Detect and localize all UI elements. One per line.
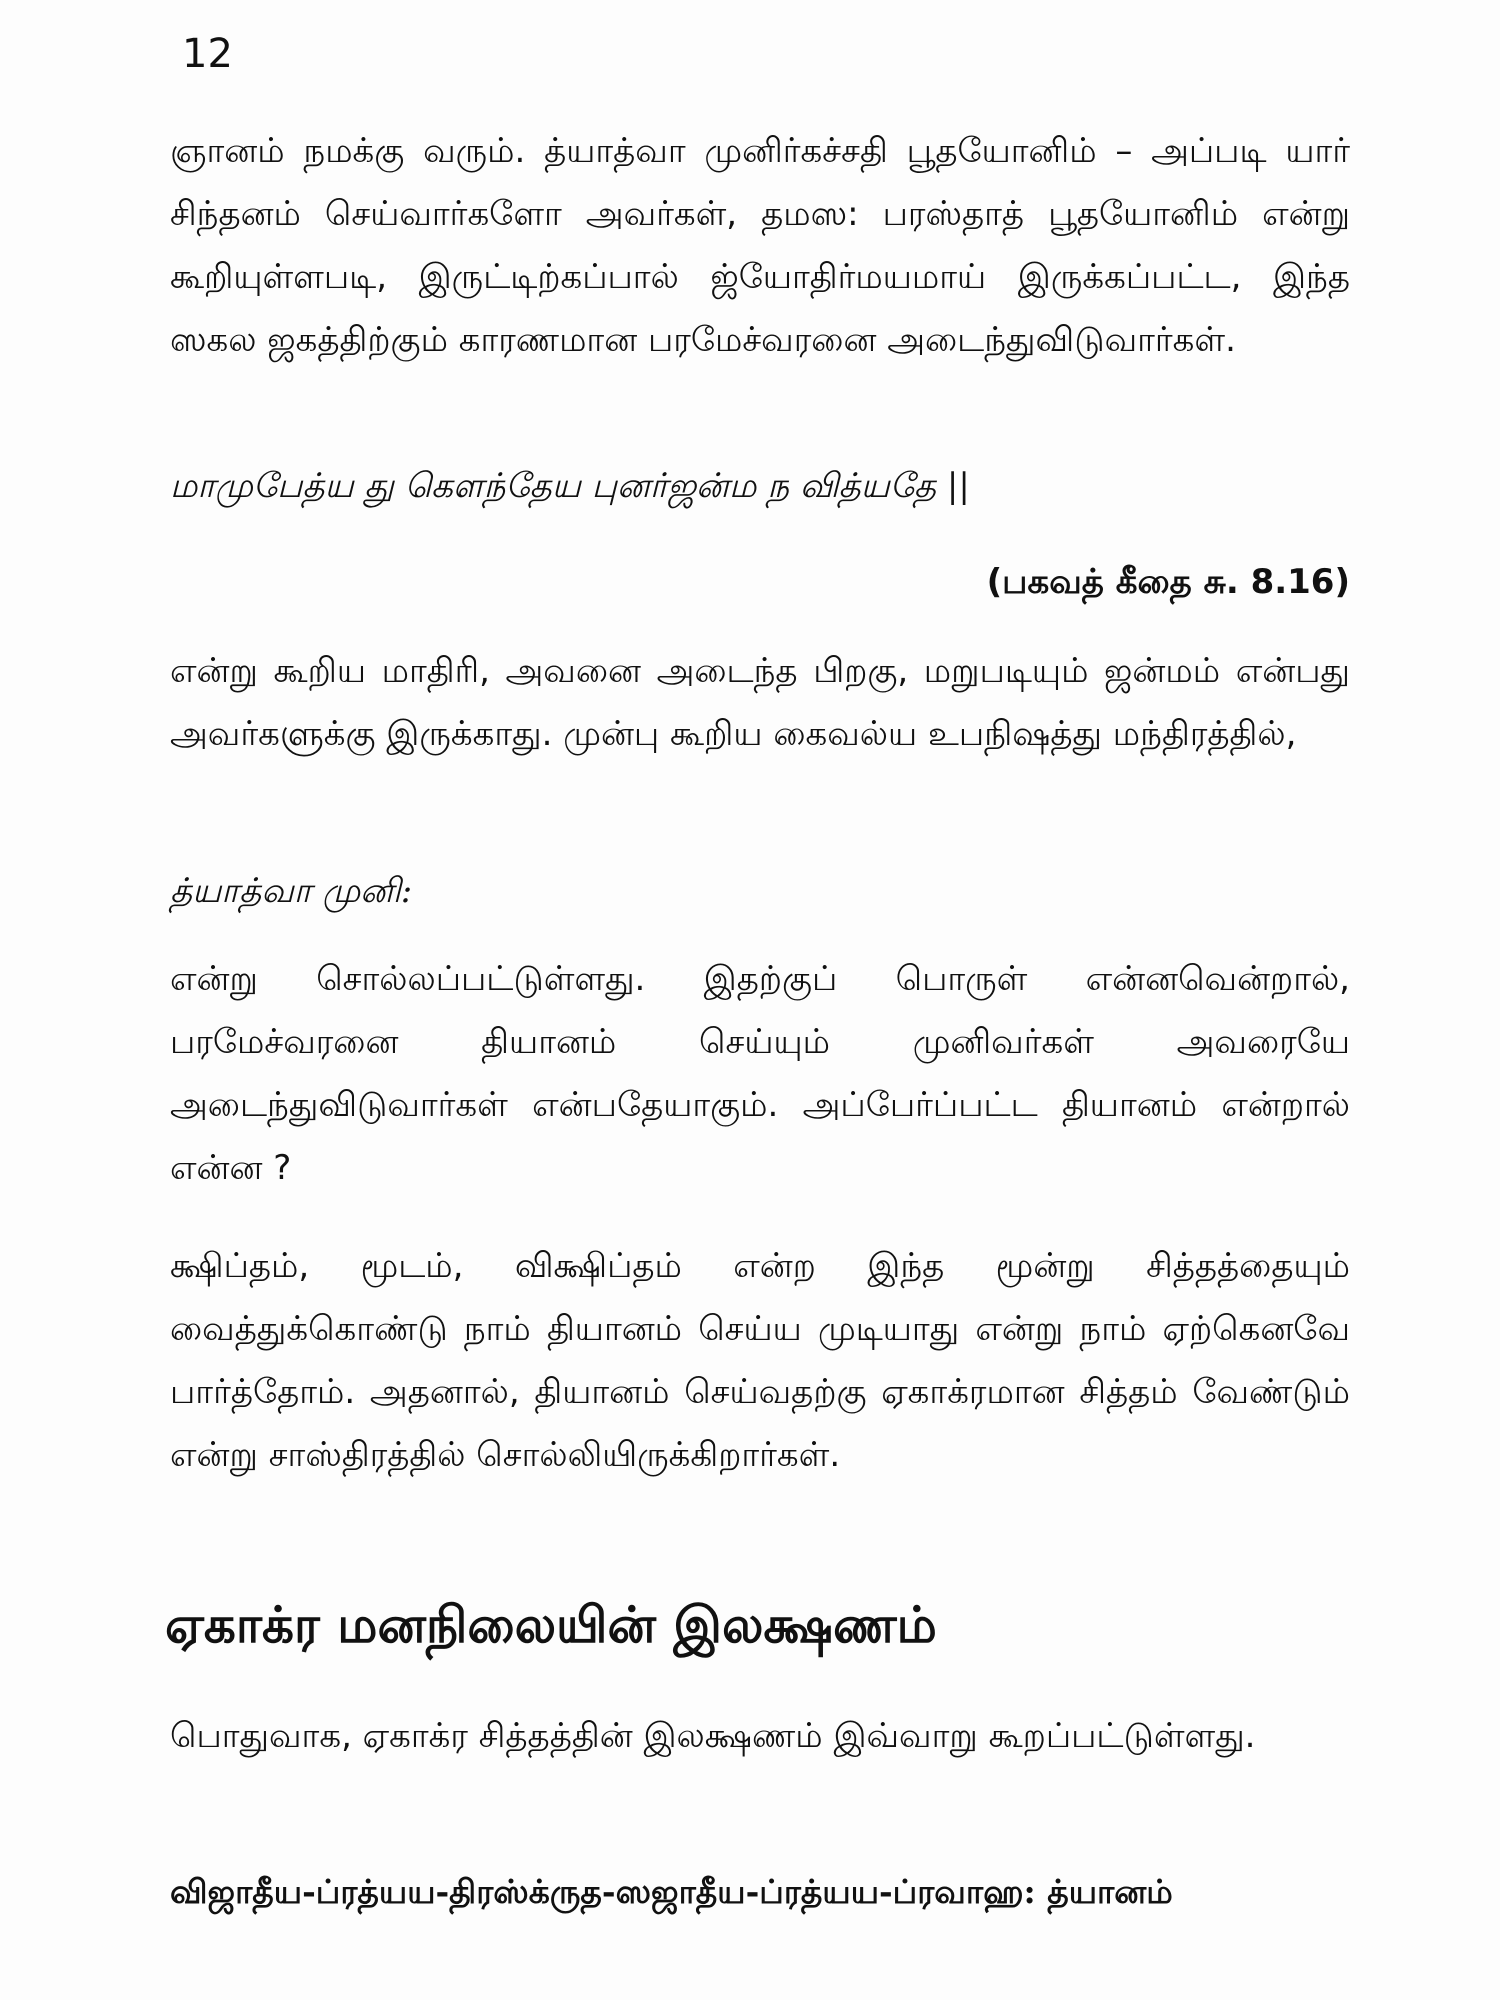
citation-gita: (பகவத் கீதை சு. 8.16): [986, 562, 1350, 602]
verse-gita: மாமுபேத்ய து கௌந்தேய புனர்ஜன்ம ந வித்யதே ||: [170, 466, 970, 506]
verse-definition: விஜாதீய-ப்ரத்யய-திரஸ்க்ருத-ஸஜாதீய-ப்ரத்யய-ப்ரவாஹ: த்யானம்: [170, 1872, 1173, 1911]
paragraph-4: க்ஷிப்தம், மூடம், விக்ஷிப்தம் என்ற இந்த மூன்று சித்தத்தையும் வைத்துக்கொண்டு நாம் தியானம் செய்ய முடியாது என்று நாம் ஏற்கெனவே பார்த்தோம். அதனால், தியானம் செய்வதற்கு ஏகாக்ரமான சித்தம் வேண்டும் என்று சாஸ்திரத்தில் சொல்லியிருக்கிறார்கள்.: [170, 1246, 1350, 1475]
section-heading: ஏகாக்ர மனநிலையின் இலக்ஷணம்: [165, 1596, 937, 1654]
paragraph-5: பொதுவாக, ஏகாக்ர சித்தத்தின் இலக்ஷணம் இவ்வாறு கூறப்பட்டுள்ளது.: [170, 1716, 1256, 1756]
paragraph-3: என்று சொல்லப்பட்டுள்ளது. இதற்குப் பொருள் என்னவென்றால், பரமேச்வரனை தியானம் செய்யும் முனிவர்கள் அவரையே அடைந்துவிடுவார்கள் என்பதேயாகும். அப்பேர்ப்பட்ட தியானம் என்றால் என்ன ?: [170, 959, 1350, 1188]
verse-kaivalya: த்யாத்வா முனி:: [170, 871, 413, 911]
paragraph-2: என்று கூறிய மாதிரி, அவனை அடைந்த பிறகு, மறுபடியும் ஜன்மம் என்பது அவர்களுக்கு இருக்காது. முன்பு கூறிய கைவல்ய உபநிஷத்து மந்திரத்தில்,: [170, 651, 1350, 754]
paragraph-1: ஞானம் நமக்கு வரும். த்யாத்வா முனிர்கச்சதி பூதயோனிம் – அப்படி யார் சிந்தனம் செய்வார்களோ அவர்கள், தமஸ: பரஸ்தாத் பூதயோனிம் என்று கூறியுள்ளபடி, இருட்டிற்கப்பால் ஜ்யோதிர்மயமாய் இருக்கப்பட்ட, இந்த ஸகல ஜகத்திற்கும் காரணமான பரமேச்வரனை அடைந்துவிடுவார்கள்.: [170, 131, 1350, 360]
page-number: 12: [182, 31, 233, 77]
